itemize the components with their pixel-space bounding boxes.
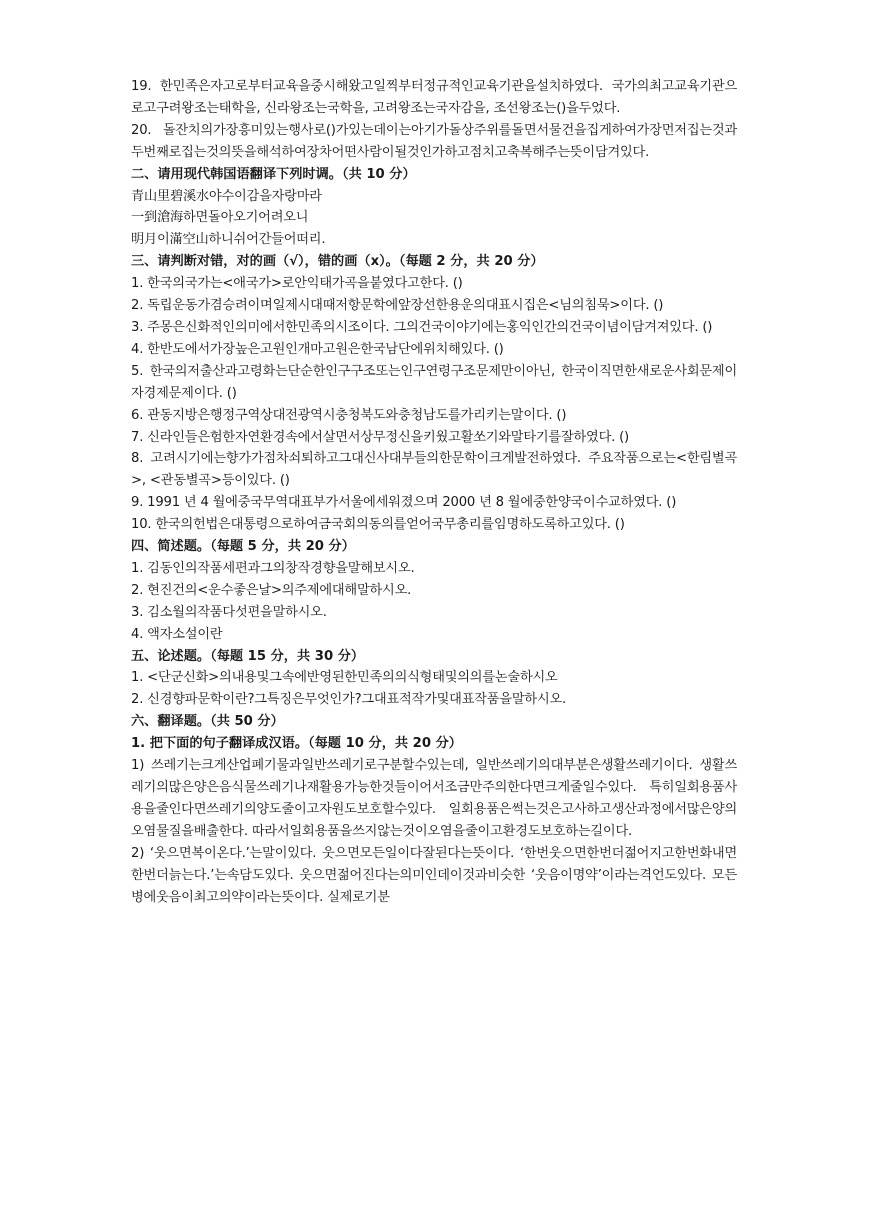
- tf-item-10: 10. 한국의헌법은대통령으로하여금국회의동의를얻어국무총리를임명하도록하고있다. (): [131, 517, 625, 533]
- section-heading-5: 五、论述题。（每题 15 分，共 30 分）: [131, 648, 365, 664]
- tf-item-6: 6. 관동지방은행정구역상대전광역시충청북도와충청남도를가리키는말이다. (): [131, 407, 567, 423]
- question-20: 20. 돌잔치의가장흥미있는행사로()가있는데이는아기가돌상주위를돌면서물건을집게하여가장먼저집는것과두번째로집는것의뜻을해석하여장차어떤사람이될것인가하고점치고축복해주는뜻이담겨있다.: [131, 122, 737, 160]
- sijo-line-1: 青山里碧溪水야수이감을자랑마라: [131, 188, 322, 204]
- section-heading-6: 六、翻译题。（共 50 分）: [131, 714, 284, 730]
- tf-item-4: 4. 한반도에서가장높은고원인개마고원은한국남단에위치해있다. (): [131, 341, 504, 357]
- tf-item-9: 9. 1991 년 4 월에중국무역대표부가서울에세워졌으며 2000 년 8 월에중한양국이수교하였다. (): [131, 495, 677, 511]
- tf-item-7: 7. 신라인들은험한자연환경속에서살면서상무정신을키웠고활쏘기와말타기를잘하였다. (): [131, 429, 629, 445]
- sijo-line-3: 明月이滿空山하니쉬어간들어떠리.: [131, 232, 326, 248]
- section-heading-2: 二、请用现代韩国语翻译下列时调。（共 10 分）: [131, 166, 416, 182]
- section-heading-4: 四、简述题。（每题 5 分，共 20 分）: [131, 539, 355, 555]
- subsection-heading-6-1: 1. 把下面的句子翻译成汉语。（每题 10 分，共 20 分）: [131, 736, 462, 752]
- tf-item-1: 1. 한국의국가는<애국가>로안익태가곡을붙였다고한다. (): [131, 276, 463, 292]
- tf-item-2: 2. 독립운동가겸승려이며일제시대때저항문학에앞장선한용운의대표시집은<님의침묵>이다. (): [131, 298, 664, 314]
- sijo-line-2: 一到滄海하면돌아오기어려오니: [131, 210, 309, 226]
- tf-item-5: 5. 한국의저출산과고령화는단순한인구구조또는인구연령구조문제만이아닌, 한국이직면한새로운사회문제이자경제문제이다. (): [131, 363, 737, 401]
- essay-2: 2. 신경향파문학이란?그특징은무엇인가?그대표적작가및대표작품을말하시오.: [131, 692, 567, 708]
- section-heading-3: 三、请判断对错，对的画（√），错的画（x）。（每题 2 分，共 20 分）: [131, 254, 544, 270]
- short-answer-3: 3. 김소월의작품다섯편을말하시오.: [131, 604, 327, 620]
- tf-item-8: 8. 고려시기에는향가가점차쇠퇴하고그대신사대부들의한문학이크게발전하였다. 주요작품으로는<한림별곡>, <관동별곡>등이있다. (): [131, 451, 737, 489]
- translation-passage-1: 1) 쓰레기는크게산업폐기물과일반쓰레기로구분할수있는데, 일반쓰레기의대부분은생활쓰레기이다. 생활쓰레기의많은양은음식물쓰레기나재활용가능한것들이어서조금만주의한다면크게줄일수있다. 특히일회용품사용을줄인다면쓰레기의양도줄이고자원도보호할수있다. 일회용품은썩는것은고사하고생산과정에서많은양의오염물질을배출한다. 따라서일회용품을쓰지않는것이오염을줄이고환경도보호하는길이다.: [131, 758, 737, 839]
- document-page: [131, 76, 737, 908]
- tf-item-3: 3. 주몽은신화적인의미에서한민족의시조이다. 그의건국이야기에는홍익인간의건국이념이담겨져있다. (): [131, 319, 713, 335]
- question-19: 19. 한민족은자고로부터교육을중시해왔고일찍부터정규적인교육기관을설치하였다. 국가의최고교육기관으로고구려왕조는태학을, 신라왕조는국학을, 고려왕조는국자감을, 조선왕조는()을두었다.: [131, 79, 737, 116]
- short-answer-1: 1. 김동인의작품세편과그의창작경향을말해보시오.: [131, 560, 415, 576]
- translation-passage-2: 2) ‘웃으면복이온다.’는말이있다. 웃으면모든일이다잘된다는뜻이다. ‘한번웃으면한번더젊어지고한번화내면한번더늙는다.’는속담도있다. 웃으면젊어진다는의미인데이것과비슷한 ‘웃음이명약’이라는격언도있다. 모든병에웃음이최고의약이라는뜻이다. 실제로기분: [131, 845, 737, 905]
- essay-1: 1. <단군신화>의내용및그속에반영된한민족의의식형태및의의를논술하시오: [131, 670, 558, 686]
- short-answer-2: 2. 현진건의<운수좋은날>의주제에대해말하시오.: [131, 582, 412, 598]
- short-answer-4: 4. 액자소설이란: [131, 626, 223, 642]
